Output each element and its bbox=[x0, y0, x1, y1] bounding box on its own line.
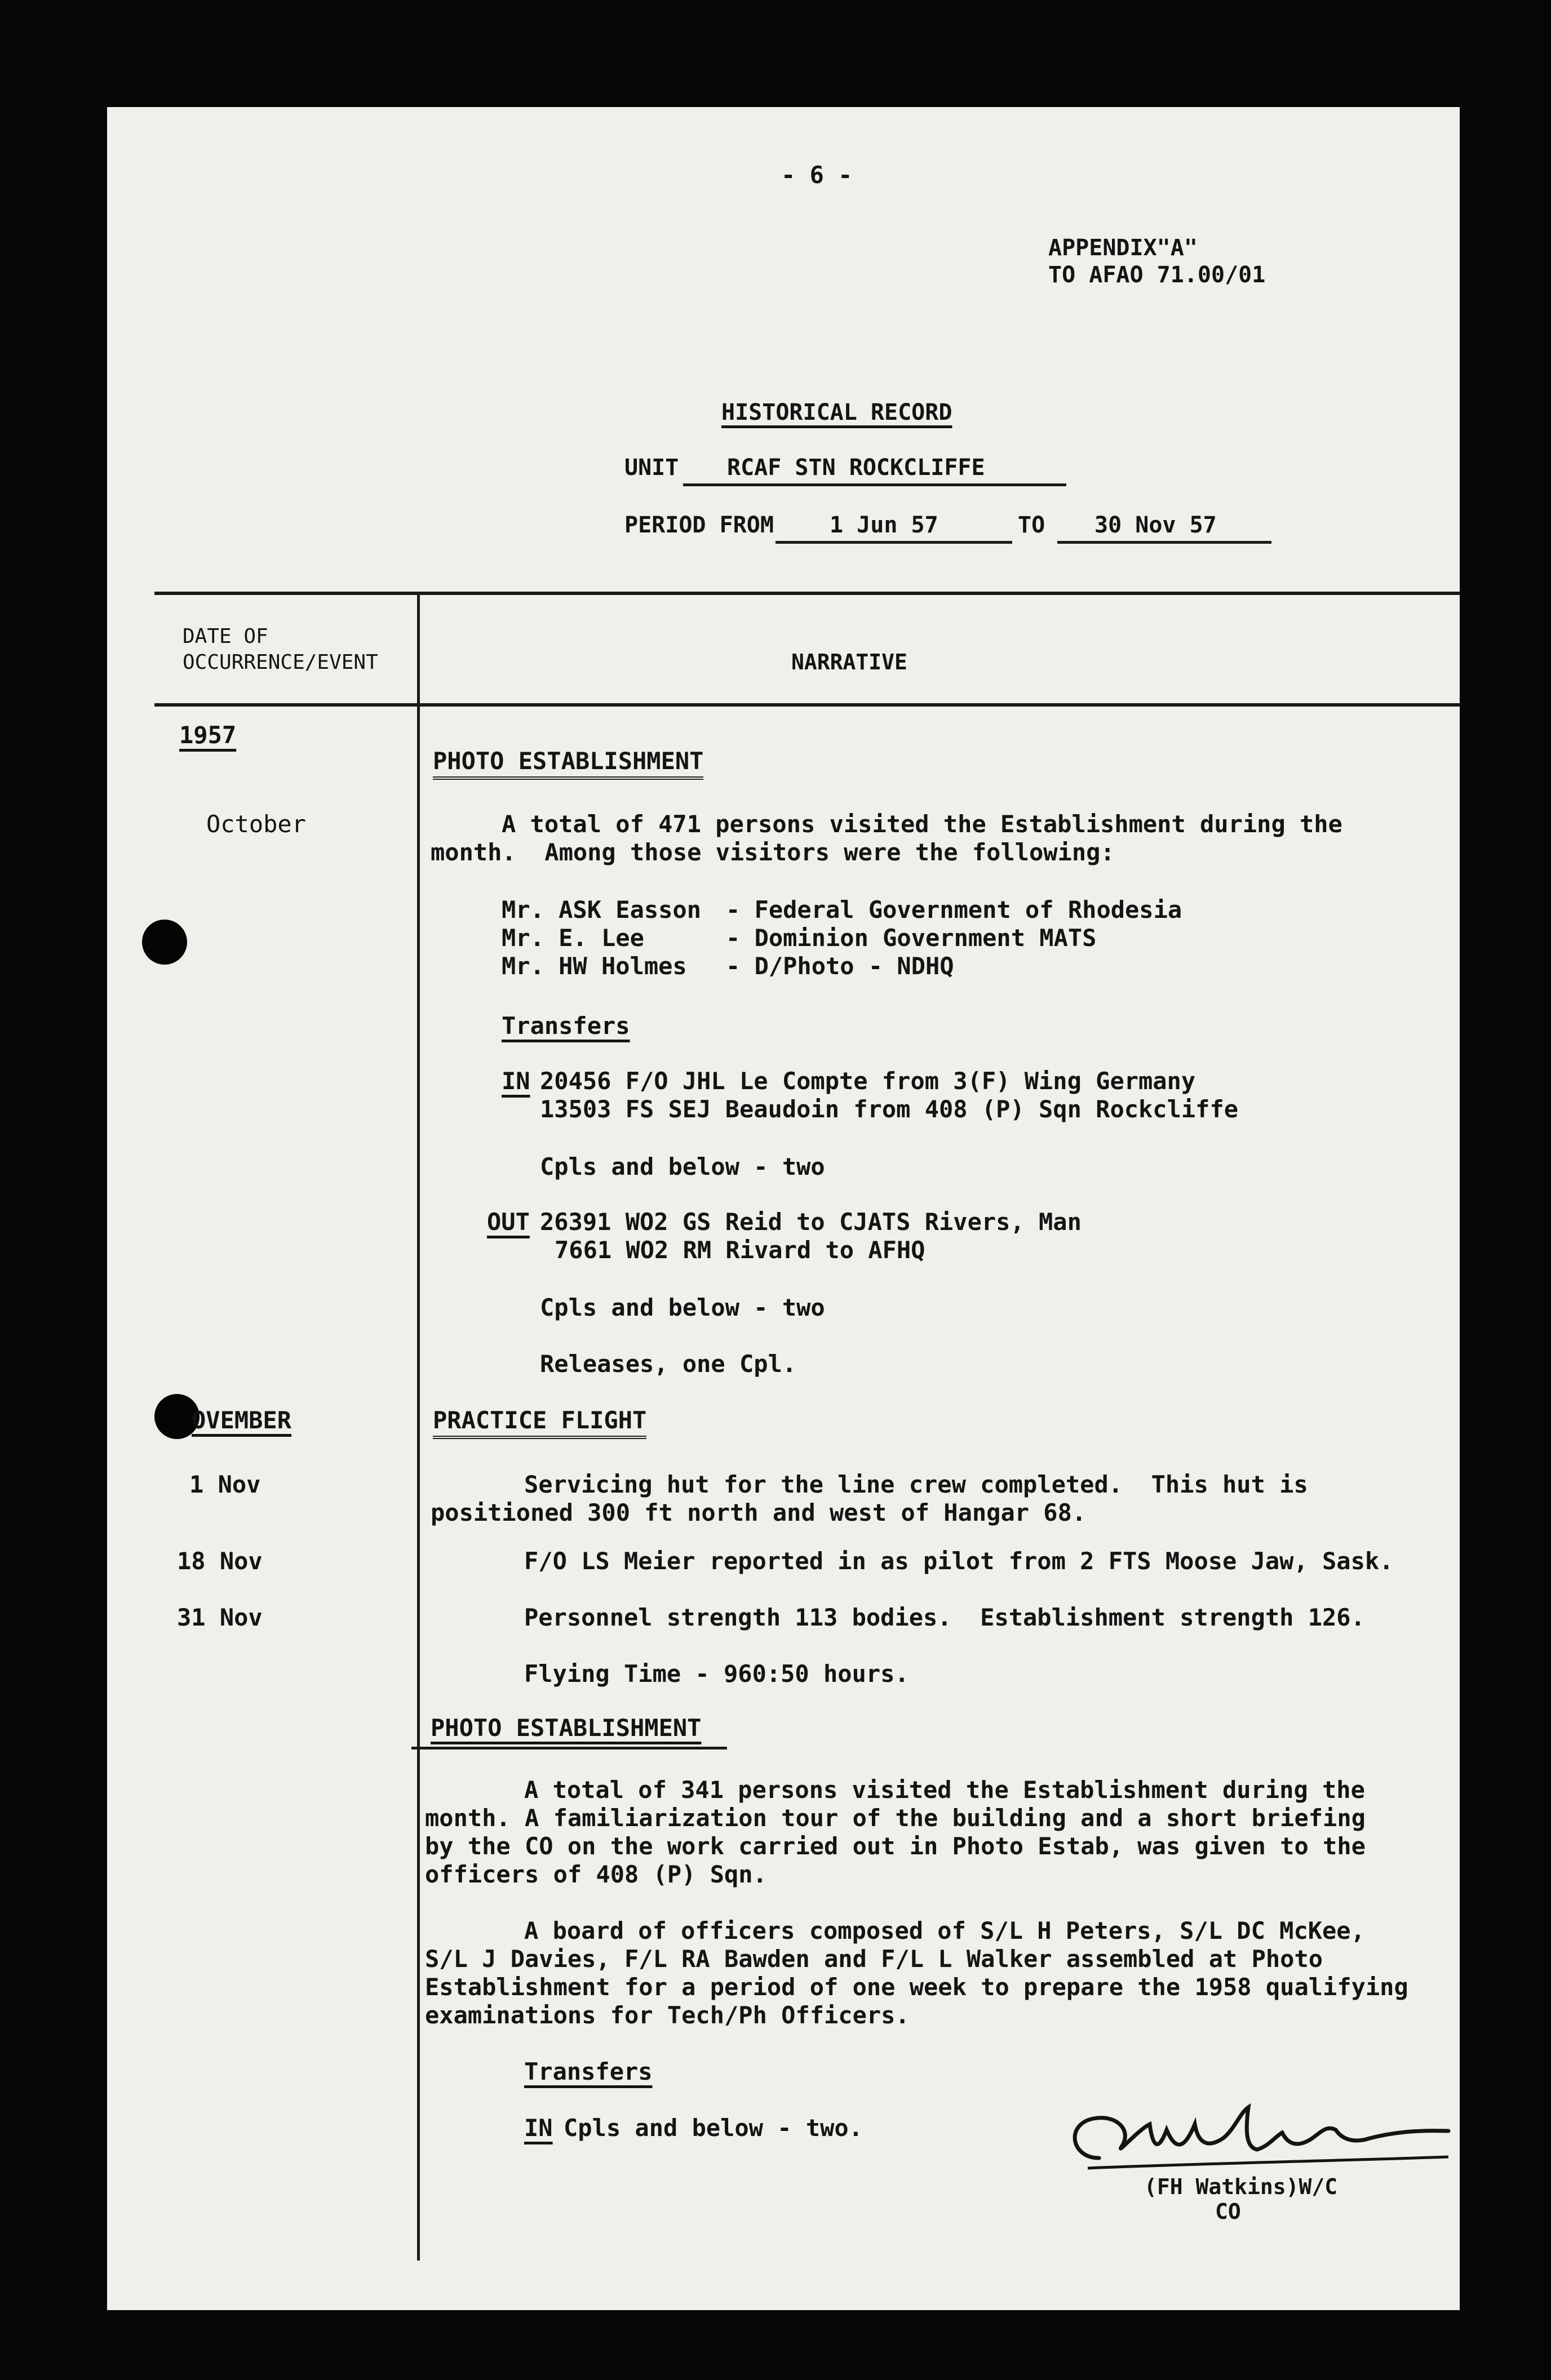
october-label: October bbox=[206, 810, 307, 838]
signatory-name: (FH Watkins)W/C bbox=[1144, 2174, 1338, 2199]
hut-line-1: Servicing hut for the line crew completed. This hut is bbox=[524, 1471, 1308, 1498]
record-title: HISTORICAL RECORD bbox=[721, 399, 952, 425]
year-label: 1957 bbox=[179, 721, 237, 749]
period-from-underline bbox=[776, 541, 1012, 544]
photo-heading-2-rule bbox=[411, 1747, 727, 1750]
releases-line: Releases, one Cpl. bbox=[540, 1350, 797, 1378]
out-line: 26391 WO2 GS Reid to CJATS Rivers, Man bbox=[540, 1208, 1082, 1236]
november-label: OVEMBER bbox=[192, 1406, 292, 1434]
page-number: - 6 - bbox=[781, 161, 853, 189]
strength-line: Personnel strength 113 bodies. Establishment strength 126. bbox=[524, 1604, 1365, 1631]
in-line: 13503 FS SEJ Beaudoin from 408 (P) Sqn Rockcliffe bbox=[540, 1095, 1239, 1123]
nov-visit-line: by the CO on the work carried out in Photo Estab, was given to the bbox=[425, 1832, 1366, 1860]
visitor-detail: - Dominion Government MATS bbox=[726, 924, 1097, 952]
cpls-in-2: Cpls and below - two. bbox=[564, 2114, 863, 2142]
narrative-col-header: NARRATIVE bbox=[791, 650, 907, 674]
date-31-nov: 31 Nov bbox=[177, 1604, 263, 1631]
visitor-name: Mr. HW Holmes bbox=[502, 952, 687, 980]
visitor-detail: - D/Photo - NDHQ bbox=[726, 952, 954, 980]
in-line: 20456 F/O JHL Le Compte from 3(F) Wing Germany bbox=[540, 1067, 1196, 1095]
transfers-heading-2: Transfers bbox=[524, 2058, 653, 2085]
cpls-out-1: Cpls and below - two bbox=[540, 1294, 825, 1321]
unit-label: UNIT bbox=[624, 455, 679, 481]
period-to: 30 Nov 57 bbox=[1094, 512, 1217, 538]
visitor-name: Mr. E. Lee bbox=[502, 924, 644, 952]
in-label-1: IN bbox=[502, 1067, 530, 1095]
practice-flight-heading: PRACTICE FLIGHT bbox=[433, 1409, 646, 1439]
table-column-divider bbox=[417, 593, 420, 2261]
board-line: examinations for Tech/Ph Officers. bbox=[425, 2001, 910, 2029]
photo-heading-1: PHOTO ESTABLISHMENT bbox=[433, 749, 703, 780]
nov-visit-line: month. A familiarization tour of the building and a short briefing bbox=[425, 1804, 1366, 1832]
photo-heading-2: PHOTO ESTABLISHMENT bbox=[431, 1714, 702, 1742]
nov-visit-line: A total of 341 persons visited the Establishment during the bbox=[524, 1776, 1365, 1804]
visitor-name: Mr. ASK Easson bbox=[502, 896, 702, 923]
visitors-line-2: month. Among those visitors were the following: bbox=[431, 838, 1115, 866]
transfers-heading-1: Transfers bbox=[502, 1012, 630, 1040]
date-col-header-2: OCCURRENCE/EVENT bbox=[183, 651, 378, 674]
board-line: S/L J Davies, F/L RA Bawden and F/L L Walker assembled at Photo bbox=[425, 1945, 1323, 1973]
date-18-nov: 18 Nov bbox=[177, 1547, 263, 1575]
table-top-rule bbox=[154, 592, 1460, 595]
visitor-detail: - Federal Government of Rhodesia bbox=[726, 896, 1182, 923]
appendix-line-1: APPENDIX"A" bbox=[1048, 235, 1198, 261]
meier-line: F/O LS Meier reported in as pilot from 2 FTS Moose Jaw, Sask. bbox=[524, 1547, 1394, 1575]
visitors-line-1: A total of 471 persons visited the Establishment during the bbox=[502, 810, 1342, 838]
period-to-underline bbox=[1057, 541, 1271, 544]
date-col-header-1: DATE OF bbox=[183, 625, 268, 648]
period-to-label: TO bbox=[1018, 512, 1045, 538]
flying-time-line: Flying Time - 960:50 hours. bbox=[524, 1660, 909, 1688]
in-label-2: IN bbox=[524, 2114, 553, 2142]
date-1-nov: 1 Nov bbox=[189, 1471, 261, 1498]
period-label: PERIOD FROM bbox=[624, 512, 774, 538]
period-from: 1 Jun 57 bbox=[830, 512, 938, 538]
hut-line-2: positioned 300 ft north and west of Hangar 68. bbox=[431, 1499, 1087, 1526]
out-line: 7661 WO2 RM Rivard to AFHQ bbox=[555, 1236, 925, 1264]
cpls-in-1: Cpls and below - two bbox=[540, 1153, 825, 1180]
board-line: Establishment for a period of one week to prepare the 1958 qualifying bbox=[425, 1973, 1408, 2001]
unit-underline bbox=[683, 483, 1066, 486]
unit-value: RCAF STN ROCKCLIFFE bbox=[727, 455, 985, 481]
signature bbox=[1054, 2090, 1460, 2186]
document-page bbox=[107, 107, 1460, 2310]
binder-hole bbox=[142, 920, 187, 965]
table-header-rule bbox=[154, 703, 1460, 707]
out-label: OUT bbox=[487, 1208, 530, 1236]
appendix-line-2: TO AFAO 71.00/01 bbox=[1048, 262, 1266, 288]
board-line: A board of officers composed of S/L H Peters, S/L DC McKee, bbox=[524, 1917, 1365, 1944]
signatory-title: CO bbox=[1215, 2199, 1241, 2224]
nov-visit-line: officers of 408 (P) Sqn. bbox=[425, 1861, 767, 1888]
